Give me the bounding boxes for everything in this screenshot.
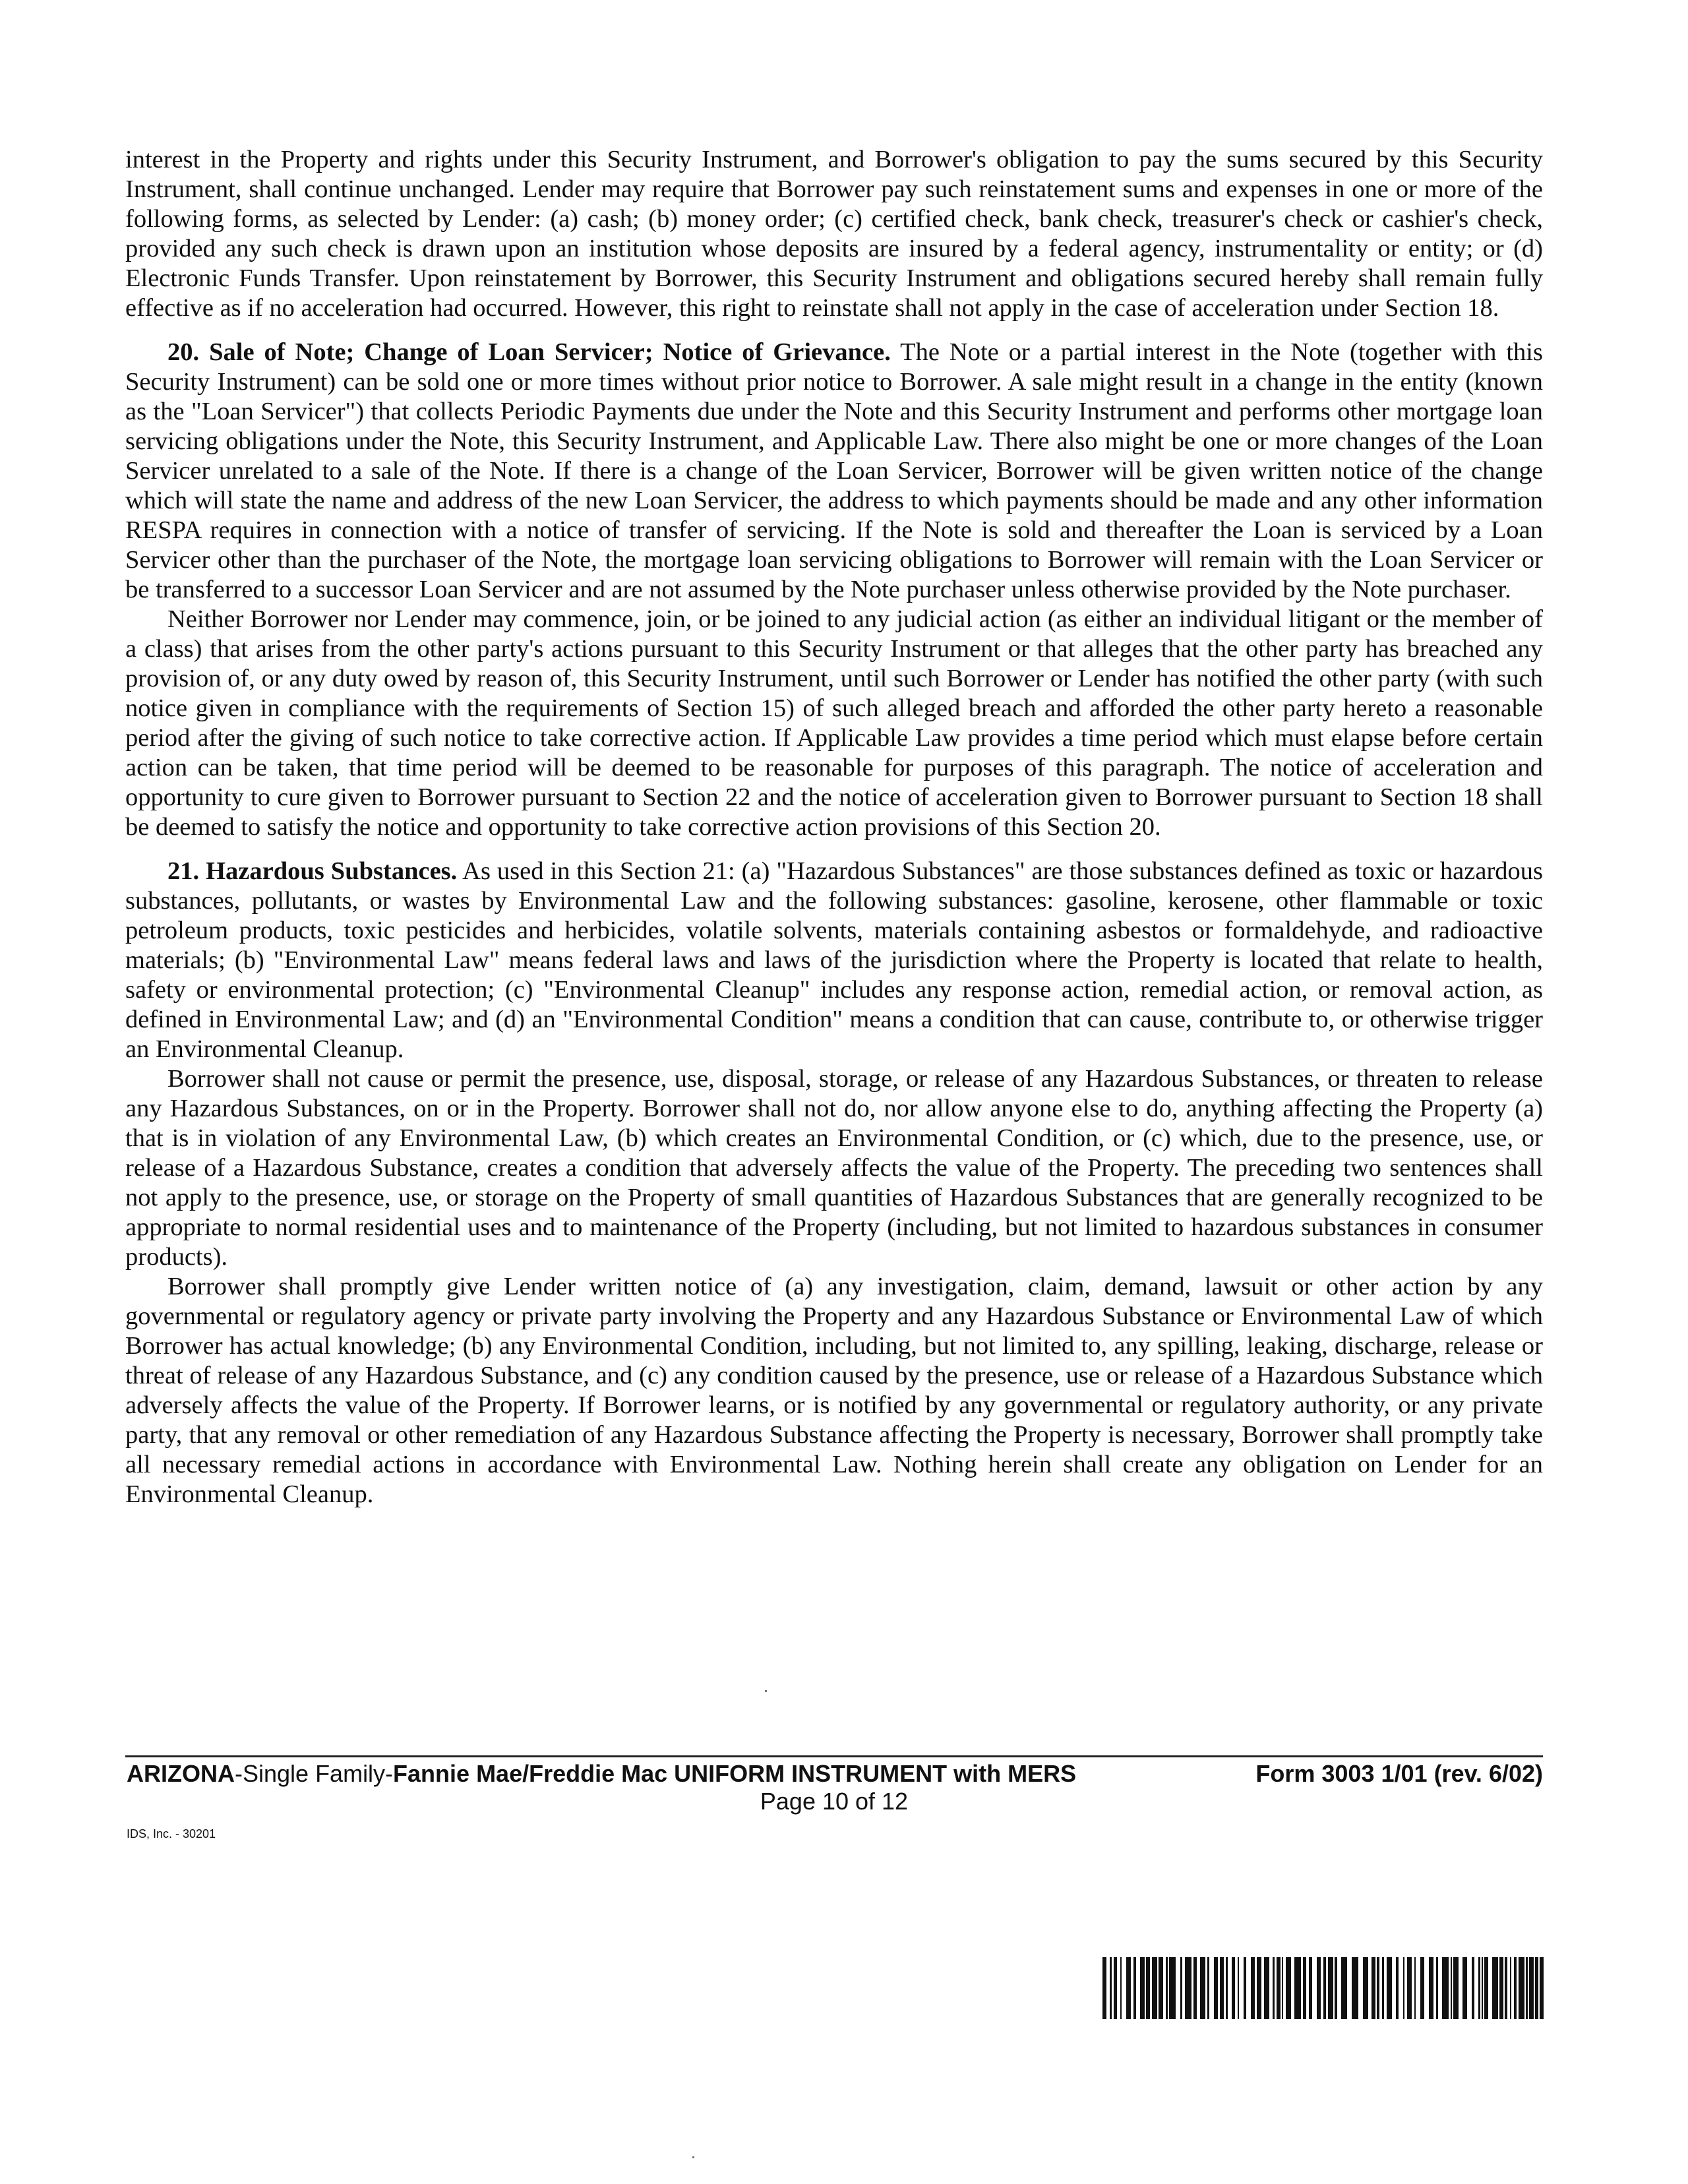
barcode-bar [1226, 1957, 1228, 2019]
footer-divider [125, 1755, 1543, 1757]
barcode-bar [1505, 1957, 1507, 2019]
barcode-bar [1529, 1957, 1534, 2019]
form-state: ARIZONA [127, 1760, 235, 1787]
barcode-bar [1200, 1957, 1205, 2019]
paragraph-text: The Note or a partial interest in the Note (together with this Security Instrument) can be sold one or more times without prior notice to Borrower. A sale might result in a change in the entity (known as the "Loan Servicer") that collects Periodic Payments due under the Note and this Security Instrument and performs other mortgage loan servicing obligations under the Note, this Security Instrument, and Applicable Law. There also might be one or more changes of the Loan Servicer unrelated to a sale of the Note. If there is a change of the Loan Servicer, Borrower will be given written notice of the change which will state the name and address of the new Loan Servicer, the address to which payments should be made and any other information RESPA requires in connection with a notice of transfer of servicing. If the Note is sold and thereafter the Loan is serviced by a Loan Servicer other than the purchaser of the Note, the mortgage loan servicing obligations to Borrower will remain with the Loan Servicer or be transferred to a successor Loan Servicer and are not assumed by the Note purchaser unless otherwise provided by the Note purchaser. [125, 338, 1543, 603]
barcode-bar [1294, 1957, 1301, 2019]
barcode-bar [1453, 1957, 1459, 2019]
barcode-bar [1110, 1957, 1112, 2019]
barcode-bar [1442, 1957, 1449, 2019]
section-20-paragraph [125, 338, 1543, 605]
barcode-bar [1526, 1957, 1528, 2019]
barcode-bar [1396, 1957, 1399, 2019]
barcode-bar [1462, 1957, 1467, 2019]
barcode-bar [1303, 1957, 1306, 2019]
barcode-bar [1429, 1957, 1433, 2019]
barcode-bar [1146, 1957, 1150, 2019]
barcode-bar [1214, 1957, 1218, 2019]
barcode-bar [1220, 1957, 1224, 2019]
barcode-bar [1540, 1957, 1544, 2019]
barcode-bar [1273, 1957, 1275, 2019]
barcode-bar [1317, 1957, 1321, 2019]
barcode-bar [1352, 1957, 1358, 2019]
barcode-bar [1387, 1957, 1392, 2019]
barcode-bar [1238, 1957, 1239, 2019]
barcode-bar [1185, 1957, 1191, 2019]
barcode-bar [1152, 1957, 1157, 2019]
barcode-bar [1420, 1957, 1424, 2019]
barcode-bar [1257, 1957, 1261, 2019]
paragraph-text: Borrower shall promptly give Lender written notice of (a) any investigation, claim, demand, lawsuit or other action by any governmental or regulatory agency or private party involving the Property and any Hazardous Substance or Environmental Law of which Borrower has actual knowledge; (b) any Environmental Condition, including, but not limited to, any spilling, leaking, discharge, release or threat of release of any Hazardous Substance, and (c) any condition caused by the presence, use or release of a Hazardous Substance which adversely affects the value of the Property. If Borrower learns, or is notified by any governmental or regulatory authority, or any private party, that any removal or other remediation of any Hazardous Substance affecting the Property is necessary, Borrower shall promptly take all necessary remedial actions in accordance with Environmental Law. Nothing herein shall create any obligation on Lender for an Environmental Cleanup. [125, 1273, 1543, 1508]
barcode-bar [1120, 1957, 1122, 2019]
barcode-bar [1232, 1957, 1235, 2019]
form-description [127, 1759, 1076, 1788]
barcode-bar [1519, 1957, 1524, 2019]
barcode-bar [1102, 1957, 1106, 2019]
barcode-bar [1472, 1957, 1474, 2019]
barcode-bar [1251, 1957, 1255, 2019]
section-21-paragraph [125, 857, 1543, 1064]
paragraph-text: Borrower shall not cause or permit the presence, use, disposal, storage, or release of any Hazardous Substances, or threaten to release any Hazardous Substances, on or in the Property. Borrower shall not do, nor allow anyone else to do, anything affecting the Property (a) that is in violation of any Environmental Law, (b) which creates an Environmental Condition, or (c) which, due to the presence, use, or release of a Hazardous Substance, creates a condition that adversely affects the value of the Property. The preceding two sentences shall not apply to the presence, use, or storage on the Property of small quantities of Hazardous Substances that are generally recognized to be appropriate to normal residential uses and to maintenance of the Property (including, but not limited to hazardous substances in consumer products). [125, 1065, 1543, 1271]
barcode-bar [1282, 1957, 1283, 2019]
paragraph-text: interest in the Property and rights under this Security Instrument, and Borrower's obligation to pay the sums secured by this Security Instrument, shall continue unchanged. Lender may require that Borrower pay such reinstatement sums and expenses in one or more of the following forms, as selected by Lender: (a) cash; (b) money order; (c) certified check, bank check, treasurer's check or cashier's check, provided any such check is drawn upon an institution whose deposits are insured by a federal agency, instrumentality or entity; or (d) Electronic Funds Transfer. Upon reinstatement by Borrower, this Security Instrument and obligations secured hereby shall remain fully effective as if no acceleration had occurred. However, this right to reinstate shall not apply in the case of acceleration under Section 18. [125, 146, 1543, 322]
barcode-bar [1323, 1957, 1326, 2019]
barcode-bar [1169, 1957, 1176, 2019]
barcode-bar [1436, 1957, 1438, 2019]
barcode-bar [1403, 1957, 1404, 2019]
paragraph-text: Neither Borrower nor Lender may commence, join, or be joined to any judicial action (as either an individual litigant or the member of a class) that arises from the other party's actions pursuant to this Security Instrument or that alleges that the other party has breached any provision of, or any duty owed by reason of, this Security Instrument, until such Borrower or Lender has notified the other party (with such notice given in compliance with the requirements of Section 15) of such alleged breach and afforded the other party hereto a reasonable period after the giving of such notice to take corrective action. If Applicable Law provides a time period which must elapse before certain action can be taken, that time period will be deemed to be reasonable for purposes of this paragraph. The notice of acceleration and opportunity to cure given to Borrower pursuant to Section 22 and the notice of acceleration given to Borrower pursuant to Section 18 shall be deemed to satisfy the notice and opportunity to take corrective action provisions of this Section 20. [125, 605, 1543, 841]
footer-form-line [127, 1759, 1543, 1788]
section-21-heading: 21. Hazardous Substances. [167, 857, 458, 885]
barcode-bar [1328, 1957, 1333, 2019]
barcode-bar [1514, 1957, 1517, 2019]
barcode-bar [1193, 1957, 1197, 2019]
section-21-borrower-obligations-paragraph [125, 1064, 1543, 1272]
barcode-bar [1140, 1957, 1145, 2019]
form-title: Fannie Mae/Freddie Mac UNIFORM INSTRUMENT with MERS [393, 1760, 1077, 1787]
barcode-bar [1451, 1957, 1452, 2019]
section-20-grievance-paragraph [125, 605, 1543, 842]
barcode-bar [1207, 1957, 1209, 2019]
barcode-bar [1277, 1957, 1281, 2019]
page-number: Page 10 of 12 [760, 1788, 909, 1815]
barcode-bar [1484, 1957, 1488, 2019]
barcode-bar [1535, 1957, 1538, 2019]
form-type: -Single Family- [235, 1760, 394, 1787]
barcode-bar [1482, 1957, 1483, 2019]
scan-speck [692, 2156, 694, 2158]
vendor-code: IDS, Inc. - 30201 [127, 1827, 216, 1840]
barcode-bar [1180, 1957, 1182, 2019]
barcode-bar [1309, 1957, 1312, 2019]
barcode-bar [1133, 1957, 1136, 2019]
document-body [125, 145, 1543, 1509]
section-20-heading: 20. Sale of Note; Change of Loan Servicer; Notice of Grievance. [167, 338, 891, 366]
barcode-bar [1510, 1957, 1511, 2019]
barcode-bar [1159, 1957, 1163, 2019]
barcode-bar [1382, 1957, 1384, 2019]
barcode-bar [1286, 1957, 1291, 2019]
barcode-bar [1377, 1957, 1379, 2019]
form-number: Form 3003 1/01 (rev. 6/02) [1255, 1760, 1543, 1787]
barcode-bar [1492, 1957, 1498, 2019]
barcode-bar [1499, 1957, 1503, 2019]
section-21-notice-paragraph [125, 1272, 1543, 1509]
barcode-bar [1341, 1957, 1347, 2019]
barcode-bar [1407, 1957, 1412, 2019]
barcode-bar [1244, 1957, 1246, 2019]
paragraph-reinstatement-continued [125, 145, 1543, 323]
barcode-image [1102, 1957, 1544, 2019]
barcode-bar [1414, 1957, 1416, 2019]
barcode-bar [1478, 1957, 1480, 2019]
barcode-bar [1363, 1957, 1368, 2019]
barcode-bar [1335, 1957, 1337, 2019]
barcode-bar [1126, 1957, 1131, 2019]
barcode-bar [1264, 1957, 1269, 2019]
barcode-bar [1372, 1957, 1375, 2019]
barcode-bar [1114, 1957, 1117, 2019]
scan-speck [765, 1690, 767, 1692]
barcode-bar [1166, 1957, 1168, 2019]
paragraph-text: As used in this Section 21: (a) "Hazardous Substances" are those substances defined as toxic or hazardous substances, pollutants, or wastes by Environmental Law and the following substances: gasoline, kerosene, other flammable or toxic petroleum products, toxic pesticides and herbicides, volatile solvents, materials containing asbestos or formaldehyde, and radioactive materials; (b) "Environmental Law" means federal laws and laws of the jurisdiction where the Property is located that relate to health, safety or environmental protection; (c) "Environmental Cleanup" includes any response action, remedial action, or removal action, as defined in Environmental Law; and (d) an "Environmental Condition" means a condition that can cause, contribute to, or otherwise trigger an Environmental Cleanup. [125, 857, 1543, 1063]
